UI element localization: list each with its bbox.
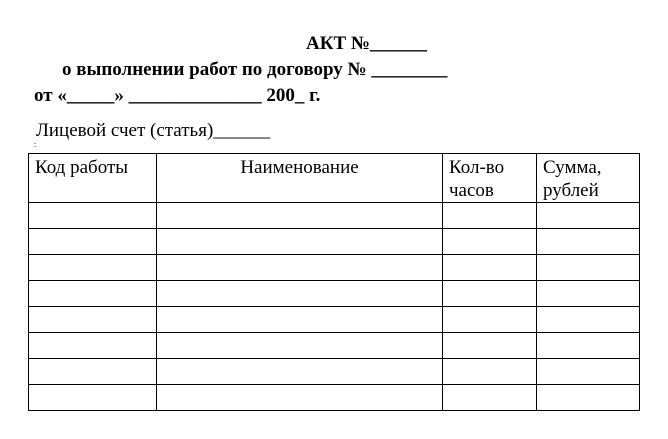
table-row	[29, 255, 640, 281]
table-row	[29, 385, 640, 411]
header-hours	[443, 154, 537, 203]
table-cell	[29, 359, 157, 385]
header-hours-label-2: часов	[449, 180, 494, 201]
header-name	[157, 154, 443, 203]
act-date-line: от «_____» ______________ 200_ г.	[34, 85, 321, 106]
table-cell	[157, 307, 443, 333]
table-cell	[157, 255, 443, 281]
table-cell	[443, 203, 537, 229]
table-row	[29, 333, 640, 359]
table-cell	[29, 385, 157, 411]
table-cell	[443, 307, 537, 333]
table-header-row	[29, 154, 640, 203]
table-cell	[443, 229, 537, 255]
header-sum-label: Сумма,	[543, 157, 602, 178]
table-cell	[29, 203, 157, 229]
header-work-code-label: Код работы	[35, 157, 129, 178]
account-line: Лицевой счет (статья)______	[36, 120, 271, 141]
table-cell	[29, 255, 157, 281]
table-cell	[443, 359, 537, 385]
table-cell	[29, 229, 157, 255]
table-cell	[537, 333, 640, 359]
header-sum	[537, 154, 640, 203]
act-subtitle: о выполнении работ по договору № ________	[62, 59, 448, 80]
table-row	[29, 359, 640, 385]
table-cell	[537, 255, 640, 281]
table-cell	[157, 281, 443, 307]
table-cell	[29, 281, 157, 307]
table-cell	[157, 333, 443, 359]
table-cell	[443, 333, 537, 359]
table-cell	[443, 281, 537, 307]
table-cell	[537, 229, 640, 255]
table-cell	[537, 281, 640, 307]
header-sum-label-2: рублей	[543, 180, 599, 201]
table-cell	[157, 385, 443, 411]
table-cell	[537, 203, 640, 229]
table-row	[29, 281, 640, 307]
table-cell	[443, 385, 537, 411]
table-cell	[157, 203, 443, 229]
table-row	[29, 307, 640, 333]
table-cell	[29, 333, 157, 359]
table-cell	[537, 385, 640, 411]
table-cell	[157, 359, 443, 385]
table-row	[29, 229, 640, 255]
header-name-label: Наименование	[240, 157, 359, 178]
table-cell	[537, 307, 640, 333]
table-cell	[29, 307, 157, 333]
table-cell	[443, 255, 537, 281]
header-work-code	[29, 154, 157, 203]
table-cell	[157, 229, 443, 255]
act-title: АКТ №______	[306, 33, 428, 54]
work-table	[28, 153, 640, 411]
table-cell	[537, 359, 640, 385]
table-row	[29, 203, 640, 229]
tiny-mark: :	[34, 140, 37, 149]
header-hours-label: Кол-во	[449, 157, 505, 178]
table-body	[29, 203, 640, 411]
